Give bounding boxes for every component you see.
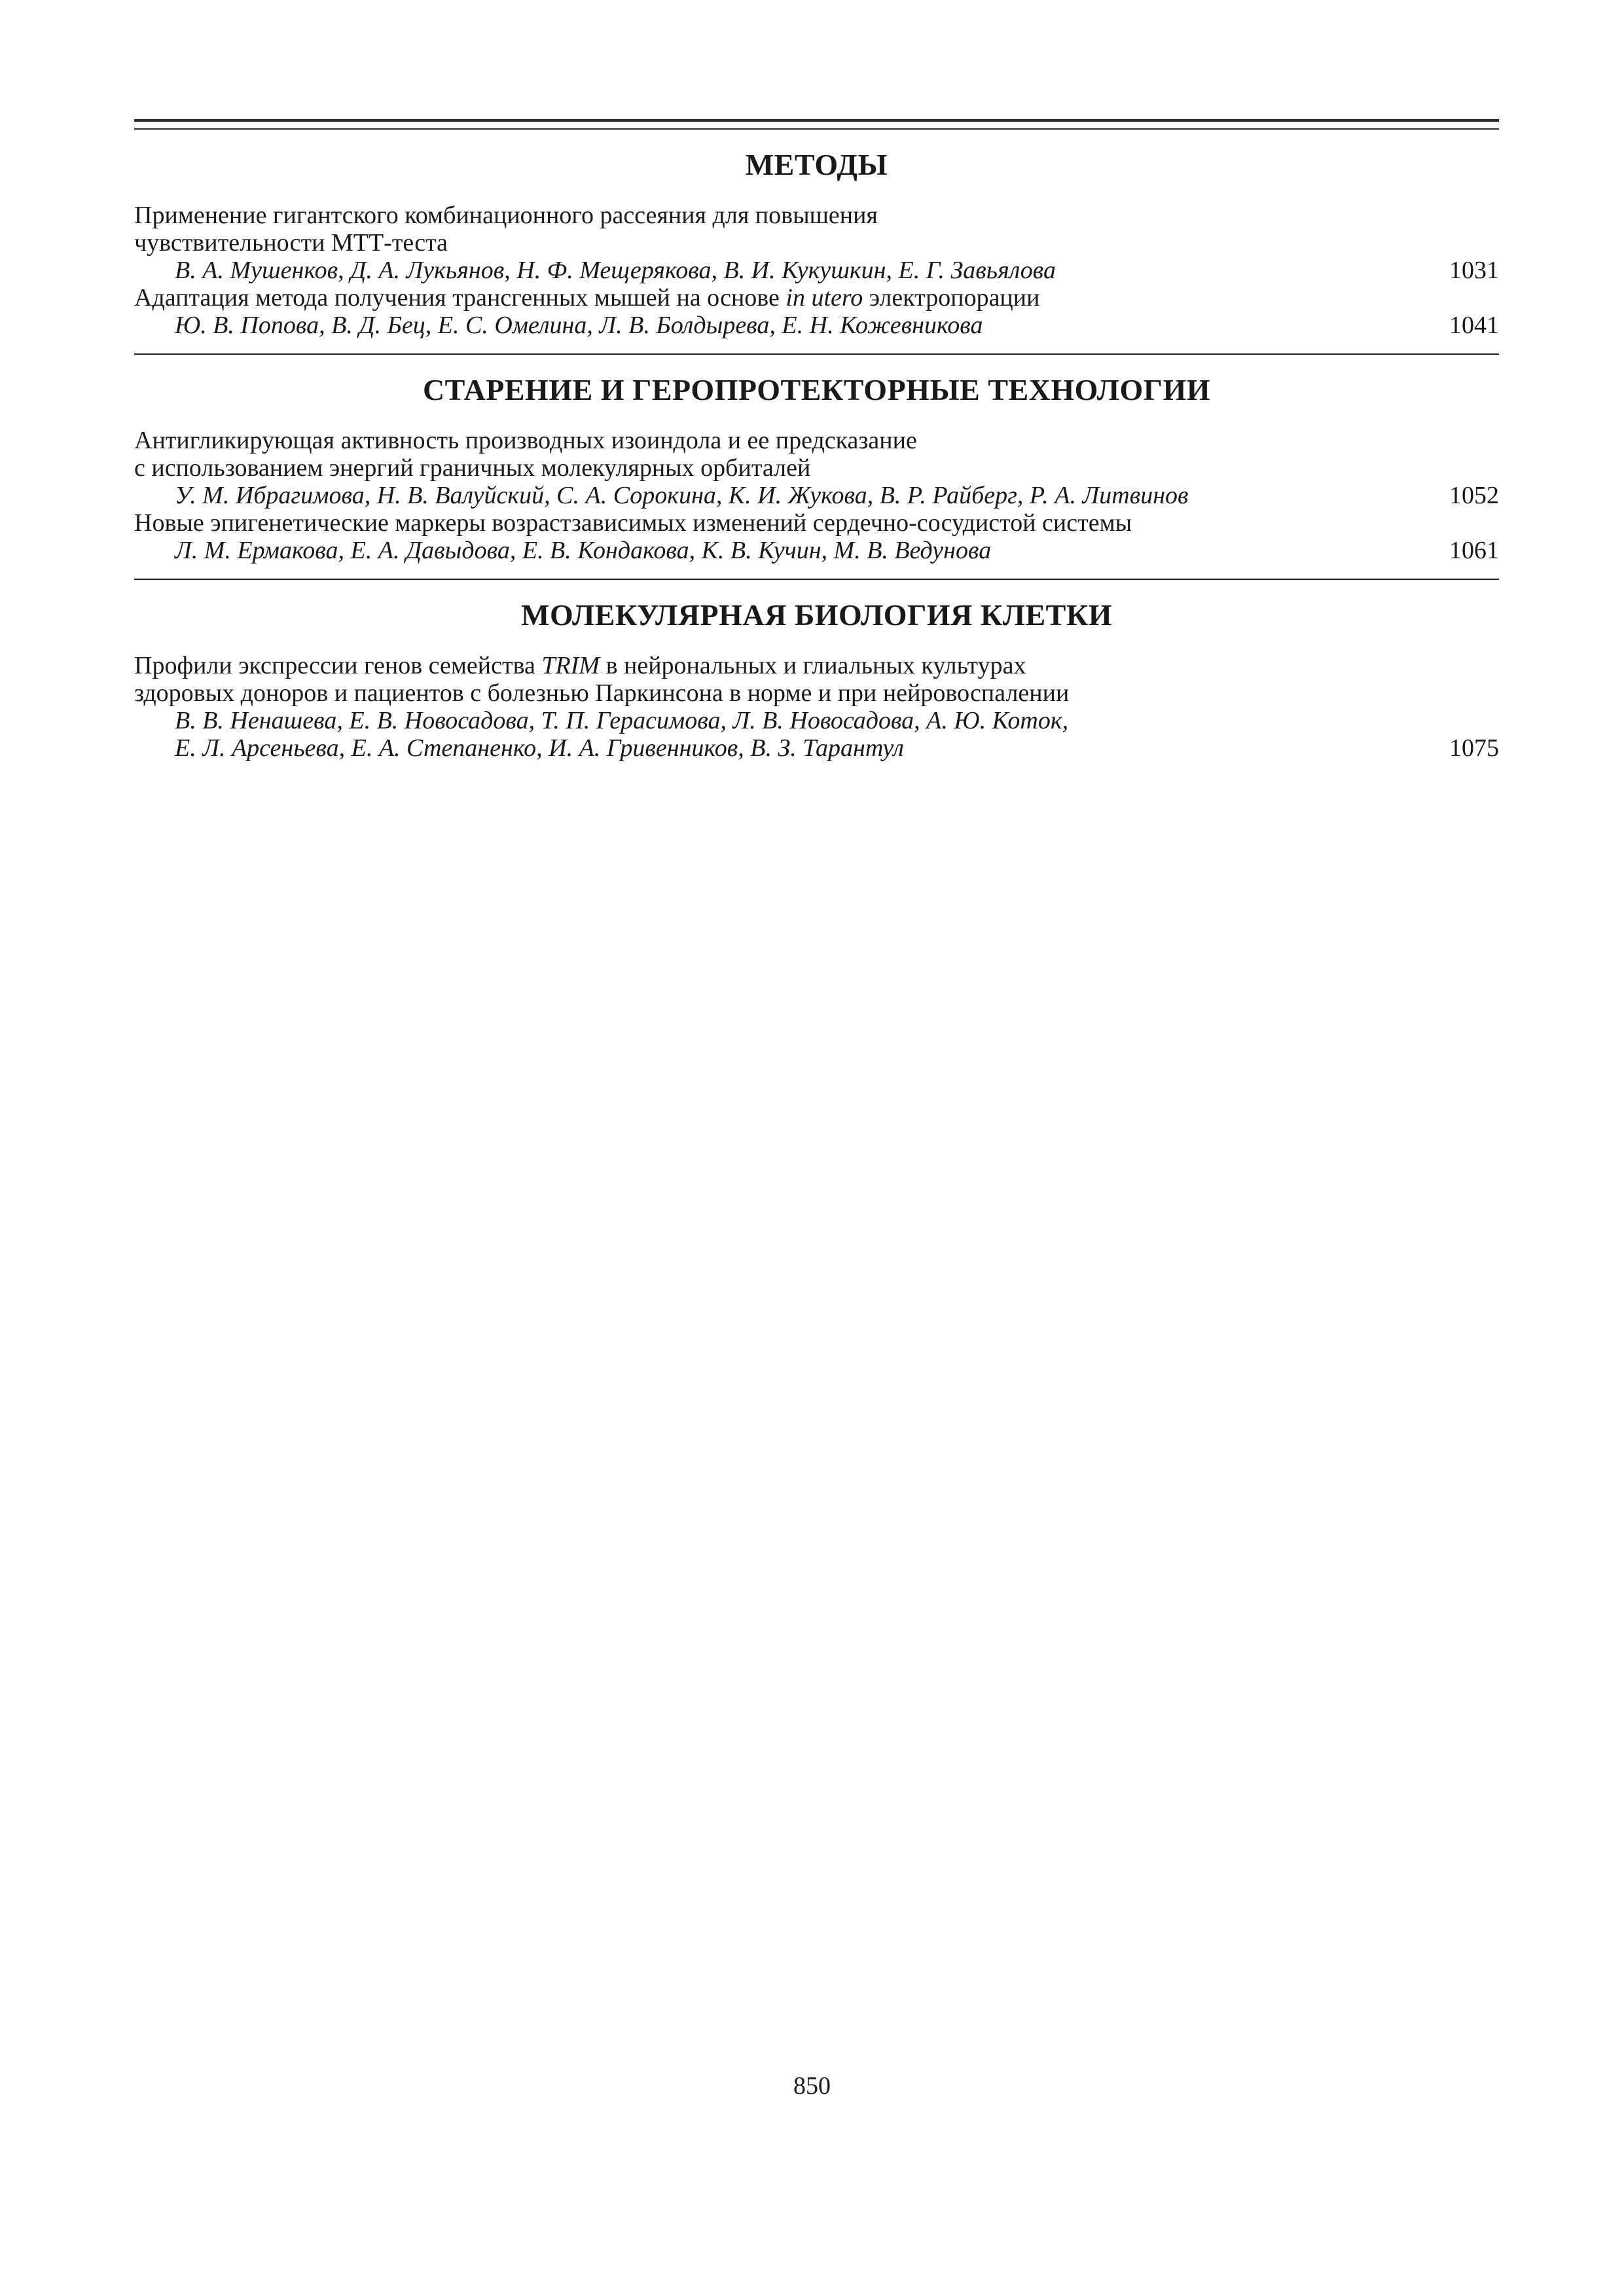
entry-title: Новые эпигенетические маркеры возрастзависимых изменений сердечно-сосудистой системы: [134, 509, 1132, 537]
entry-page-number: 1031: [1449, 257, 1499, 284]
entry-page-number: 1061: [1449, 537, 1499, 564]
entry-page-number: 1075: [1449, 734, 1499, 762]
entry-page-number: 1041: [1449, 312, 1499, 339]
section-title-methods: МЕТОДЫ: [745, 148, 888, 181]
toc-entry[interactable]: [134, 284, 1499, 339]
entry-authors: В. В. Ненашева, Е. В. Новосадова, Т. П. Герасимова, Л. В. Новосадова, А. Ю. Коток, Е. Л. Арсеньева, Е. А. Степаненко, И. А. Гривенников, В. З. Тарантул: [175, 707, 1069, 762]
table-of-contents: [134, 119, 1499, 762]
page-number: 850: [793, 2072, 831, 2100]
top-rule: [134, 119, 1499, 122]
entry-authors: В. А. Мушенков, Д. А. Лукьянов, Н. Ф. Мещерякова, В. И. Кукушкин, Е. Г. Завьялова: [175, 257, 1056, 284]
toc-entry[interactable]: [134, 509, 1499, 564]
top-rule-thin: [134, 128, 1499, 130]
entry-authors: Ю. В. Попова, В. Д. Бец, Е. С. Омелина, Л. В. Болдырева, Е. Н. Кожевникова: [175, 312, 983, 339]
section-divider: [134, 579, 1499, 580]
toc-entry[interactable]: [134, 652, 1499, 762]
toc-entry[interactable]: [134, 202, 1499, 284]
section-title-cell-biology: МОЛЕКУЛЯРНАЯ БИОЛОГИЯ КЛЕТКИ: [521, 598, 1112, 632]
entry-page-number: 1052: [1449, 482, 1499, 509]
section-divider: [134, 353, 1499, 355]
entry-authors: У. М. Ибрагимова, Н. В. Валуйский, С. А. Сорокина, К. И. Жукова, В. Р. Райберг, Р. А. Литвинов: [175, 482, 1189, 509]
entry-title: Антигликирующая активность производных изоиндола и ее предсказание с использованием энергий граничных молекулярных орбиталей: [134, 427, 917, 482]
toc-entry[interactable]: [134, 427, 1499, 509]
entry-authors: Л. М. Ермакова, Е. А. Давыдова, Е. В. Кондакова, К. В. Кучин, М. В. Ведунова: [175, 537, 992, 564]
entry-title: Адаптация метода получения трансгенных мышей на основе in utero электропорации: [134, 284, 1040, 312]
entry-title: Профили экспрессии генов семейства TRIM в нейрональных и глиальных культурах здоровых доноров и пациентов с болезнью Паркинсона в норме и при нейровоспалении: [134, 652, 1070, 707]
entry-title: Применение гигантского комбинационного рассеяния для повышения чувствительности МТТ-теста: [134, 202, 878, 257]
section-title-aging: СТАРЕНИЕ И ГЕРОПРОТЕКТОРНЫЕ ТЕХНОЛОГИИ: [422, 373, 1211, 406]
